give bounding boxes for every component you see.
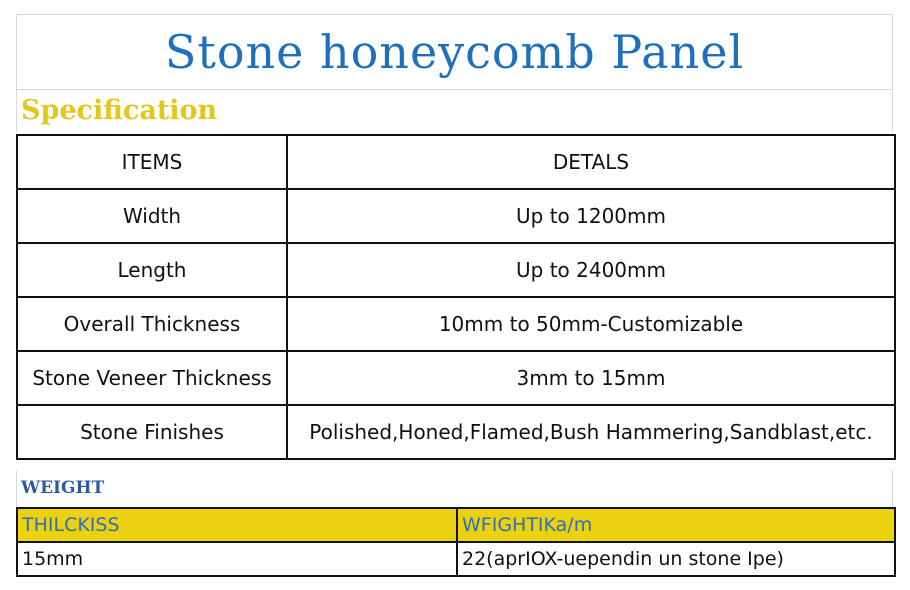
detail-cell: Up to 1200mm <box>287 189 895 243</box>
weight-heading: WEIGHT <box>16 470 893 506</box>
table-row <box>17 297 895 351</box>
item-cell: Stone Finishes <box>17 405 287 459</box>
table-row <box>17 243 895 297</box>
table-row <box>17 189 895 243</box>
thickness-cell: 15mm <box>17 542 457 576</box>
page-title: Stone honeycomb Panel <box>16 14 893 90</box>
item-cell: Length <box>17 243 287 297</box>
detail-cell: Polished,Honed,Flamed,Bush Hammering,Sandblast,etc. <box>287 405 895 459</box>
table-header-row <box>17 135 895 189</box>
detail-cell: 10mm to 50mm-Customizable <box>287 297 895 351</box>
item-cell: Stone Veneer Thickness <box>17 351 287 405</box>
column-header-items: ITEMS <box>17 135 287 189</box>
table-row <box>17 405 895 459</box>
table-row <box>17 351 895 405</box>
item-cell: Width <box>17 189 287 243</box>
item-cell: Overall Thickness <box>17 297 287 351</box>
weight-header-row <box>17 508 895 542</box>
detail-cell: 3mm to 15mm <box>287 351 895 405</box>
specification-heading: Specification <box>16 90 893 132</box>
column-header-details: DETALS <box>287 135 895 189</box>
detail-cell: Up to 2400mm <box>287 243 895 297</box>
column-header-thickness: THILCKISS <box>17 508 457 542</box>
weight-table <box>16 507 896 577</box>
weight-cell: 22(aprIOX-uependin un stone Ipe) <box>457 542 895 576</box>
table-row <box>17 542 895 576</box>
specification-table <box>16 134 896 460</box>
column-header-weight: WFIGHTIKa/m <box>457 508 895 542</box>
